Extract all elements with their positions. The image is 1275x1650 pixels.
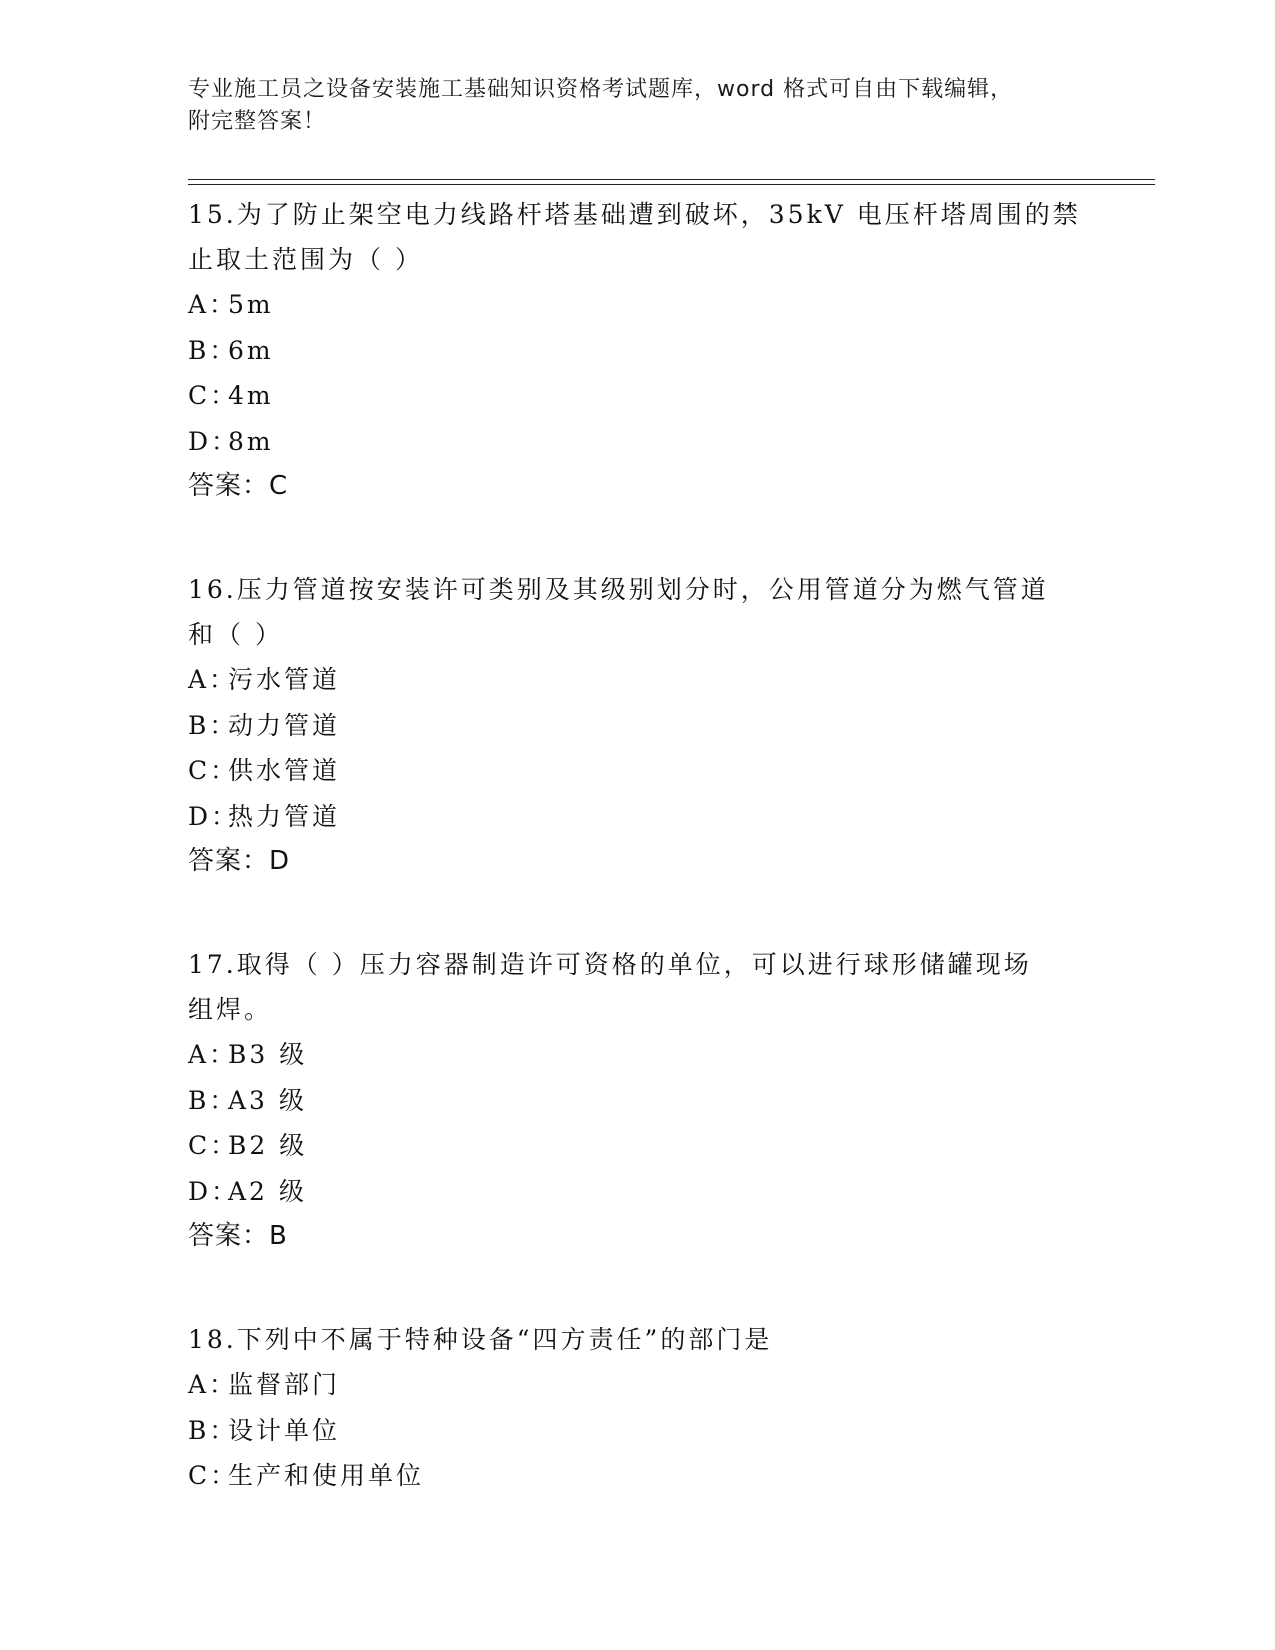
option-b [188, 1408, 1088, 1454]
option-text: 生产和使用单位 [228, 1461, 425, 1490]
option-key: D： [188, 426, 240, 456]
option-key: C： [188, 381, 239, 410]
question-stem-line: 止取土范围为（ ） [188, 245, 423, 274]
option-key: D： [188, 801, 240, 831]
question-spacer [188, 1258, 1088, 1317]
option-c [188, 1123, 1088, 1169]
option-c [188, 1453, 1088, 1499]
option-key: C： [188, 1461, 239, 1490]
answer-line: 答案：C [188, 471, 289, 501]
option-key: C： [188, 756, 239, 785]
question-stem [188, 192, 1088, 282]
option-a [188, 282, 1088, 328]
header-line-2: 附完整答案！ [188, 109, 327, 134]
option-key: A： [188, 290, 238, 319]
option-b [188, 328, 1088, 374]
option-key: C： [188, 1131, 239, 1160]
option-text: 6m [228, 335, 274, 365]
option-text: A3 级 [228, 1085, 307, 1115]
option-text: B3 级 [228, 1040, 308, 1069]
question-stem-line: 15.为了防止架空电力线路杆塔基础遭到破坏，35kV 电压杆塔周围的禁 [188, 200, 1081, 229]
option-text: 5m [228, 290, 274, 319]
option-a [188, 1362, 1088, 1408]
option-text: 8m [228, 426, 274, 456]
option-b [188, 1078, 1088, 1124]
question-stem [188, 567, 1088, 657]
option-key: D： [188, 1176, 240, 1206]
option-text: 设计单位 [228, 1415, 341, 1445]
option-b [188, 703, 1088, 749]
answer-line: 答案：B [188, 1221, 288, 1251]
header-divider-top [188, 179, 1155, 180]
option-key: B： [188, 710, 238, 740]
document-header [188, 74, 1088, 138]
header-line-1: 专业施工员之设备安装施工基础知识资格考试题库，word 格式可自由下载编辑， [188, 77, 1014, 102]
option-text: B2 级 [228, 1131, 308, 1160]
question-stem [188, 942, 1088, 1032]
question-list [188, 192, 1088, 1499]
answer-line: 答案：D [188, 846, 291, 876]
option-key: A： [188, 1370, 238, 1399]
question-stem-line: 17.取得（ ）压力容器制造许可资格的单位，可以进行球形储罐现场 [188, 950, 1032, 979]
option-key: A： [188, 665, 238, 694]
header-divider-bottom [188, 184, 1155, 185]
option-key: A： [188, 1040, 238, 1069]
question-stem [188, 1317, 1088, 1362]
question-17 [188, 942, 1088, 1258]
option-text: 4m [228, 381, 274, 410]
option-c [188, 373, 1088, 419]
option-d [188, 419, 1088, 465]
question-stem-line: 组焊。 [188, 995, 273, 1024]
question-18 [188, 1317, 1088, 1499]
question-15 [188, 192, 1088, 508]
option-d [188, 1169, 1088, 1215]
option-a [188, 1032, 1088, 1078]
option-key: B： [188, 1085, 238, 1115]
option-text: 热力管道 [228, 801, 341, 831]
option-a [188, 657, 1088, 703]
question-stem-line: 16.压力管道按安装许可类别及其级别划分时，公用管道分为燃气管道 [188, 575, 1049, 604]
question-stem-line: 18.下列中不属于特种设备“四方责任”的部门是 [188, 1325, 773, 1354]
option-text: 动力管道 [228, 710, 341, 740]
option-d [188, 794, 1088, 840]
option-key: B： [188, 1415, 238, 1445]
option-text: 监督部门 [228, 1370, 341, 1399]
question-stem-line: 和（ ） [188, 620, 283, 649]
option-c [188, 748, 1088, 794]
option-key: B： [188, 335, 238, 365]
option-text: 污水管道 [228, 665, 341, 694]
question-16 [188, 567, 1088, 883]
option-text: 供水管道 [228, 756, 341, 785]
question-spacer [188, 883, 1088, 942]
question-spacer [188, 508, 1088, 567]
option-text: A2 级 [228, 1176, 307, 1206]
